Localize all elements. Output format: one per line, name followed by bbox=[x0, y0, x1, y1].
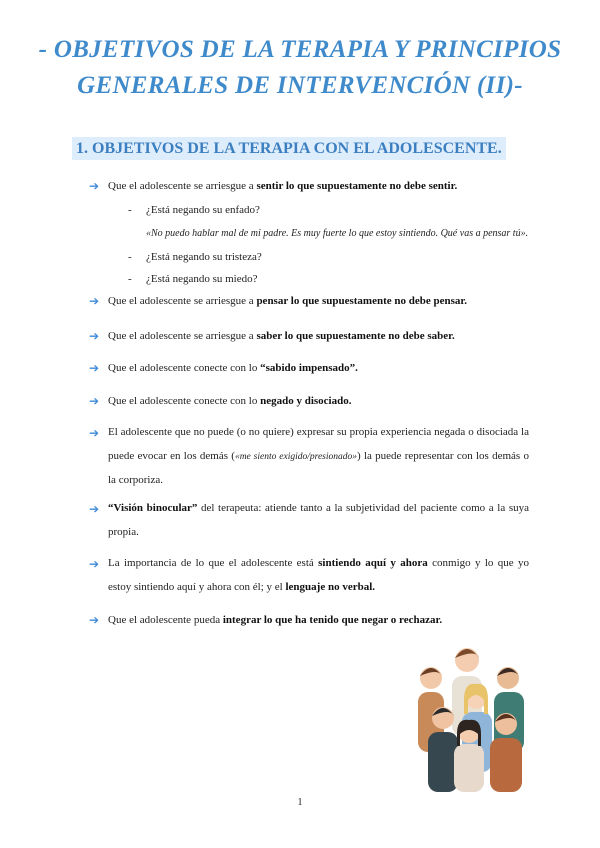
bullet-text: Que el adolescente se arriesgue a bbox=[108, 180, 257, 192]
arrow-bullet-icon: ➔ bbox=[89, 329, 100, 343]
bullet-item bbox=[108, 614, 442, 626]
person-front-center bbox=[454, 720, 484, 792]
bullet-item bbox=[108, 180, 457, 192]
arrow-bullet-icon: ➔ bbox=[89, 426, 100, 440]
group-of-teenagers-illustration bbox=[410, 640, 535, 792]
quote-italic: «No puedo hablar mal de mi padre. Es muy fuerte lo que estoy sintiendo. Qué vas a pensar tú». bbox=[146, 228, 529, 239]
arrow-bullet-icon: ➔ bbox=[89, 294, 100, 308]
bullet-text: conmigo y lo que yo estoy sintiendo aquí y ahora con él; y el bbox=[108, 557, 529, 593]
arrow-bullet-icon: ➔ bbox=[89, 394, 100, 408]
bullet-bold-text: “Visión binocular” bbox=[108, 502, 198, 514]
sub-item: ¿Está negando su miedo? bbox=[146, 273, 258, 285]
bullet-bold-text: negado y disociado. bbox=[260, 395, 352, 407]
document-title-line-1: - OBJETIVOS DE LA TERAPIA Y PRINCIPIOS bbox=[38, 36, 562, 63]
arrow-bullet-icon: ➔ bbox=[89, 613, 100, 627]
bullet-text: ) la puede representar con los demás o la corporiza. bbox=[108, 449, 529, 486]
bullet-item bbox=[108, 330, 455, 342]
arrow-bullet-icon: ➔ bbox=[89, 361, 100, 375]
bullet-bold-text: “sabido impensado”. bbox=[260, 362, 358, 374]
bullet-bold-text: pensar lo que supuestamente no debe pensar. bbox=[256, 295, 468, 307]
bullet-text: Que el adolescente conecte con lo bbox=[108, 362, 261, 374]
person-front-left bbox=[428, 707, 458, 792]
bullet-text: Que el adolescente se arriesgue a bbox=[108, 295, 257, 307]
dash-bullet-icon: - bbox=[128, 251, 132, 263]
bullet-bold-text: saber lo que supuestamente no debe saber. bbox=[256, 330, 455, 342]
bullet-text: del terapeuta: atiende tanto a la subjetividad del paciente como a la suya propia. bbox=[108, 502, 529, 538]
bullet-text: Que el adolescente conecte con lo bbox=[108, 395, 261, 407]
quote-text bbox=[146, 228, 528, 239]
bullet-paragraph bbox=[108, 552, 529, 599]
sub-item: ¿Está negando su tristeza? bbox=[146, 251, 262, 263]
bullet-text: Que el adolescente se arriesgue a bbox=[108, 330, 257, 342]
bullet-text: La importancia de lo que el adolescente está bbox=[108, 557, 319, 569]
bullet-bold-text: sintiendo aquí y ahora bbox=[318, 557, 428, 569]
bullet-item bbox=[108, 395, 351, 407]
sub-item: ¿Está negando su enfado? bbox=[146, 204, 260, 216]
arrow-bullet-icon: ➔ bbox=[89, 557, 100, 571]
dash-bullet-icon: - bbox=[128, 204, 132, 216]
bullet-italic-text: «me siento exigido/presionado» bbox=[234, 451, 358, 462]
section-heading: 1. OBJETIVOS DE LA TERAPIA CON EL ADOLESCENTE. bbox=[72, 137, 506, 160]
bullet-bold-text: sentir lo que supuestamente no debe sentir. bbox=[256, 180, 458, 192]
arrow-bullet-icon: ➔ bbox=[89, 502, 100, 516]
bullet-bold-text: lenguaje no verbal. bbox=[285, 580, 376, 593]
page-number: 1 bbox=[297, 797, 303, 808]
bullet-paragraph bbox=[108, 497, 529, 544]
bullet-bold-text: integrar lo que ha tenido que negar o rechazar. bbox=[222, 614, 443, 626]
bullet-item bbox=[108, 295, 467, 307]
bullet-item bbox=[108, 362, 358, 374]
document-title-line-2: GENERALES DE INTERVENCIÓN (II)- bbox=[77, 72, 523, 99]
dash-bullet-icon: - bbox=[128, 273, 132, 285]
bullet-text: El adolescente que no puede (o no quiere) expresar su propia experiencia negada o disociada la puede evocar en los demás ( bbox=[108, 426, 529, 462]
bullet-text: Que el adolescente pueda bbox=[108, 614, 223, 626]
bullet-paragraph bbox=[108, 421, 529, 493]
arrow-bullet-icon: ➔ bbox=[89, 179, 100, 193]
